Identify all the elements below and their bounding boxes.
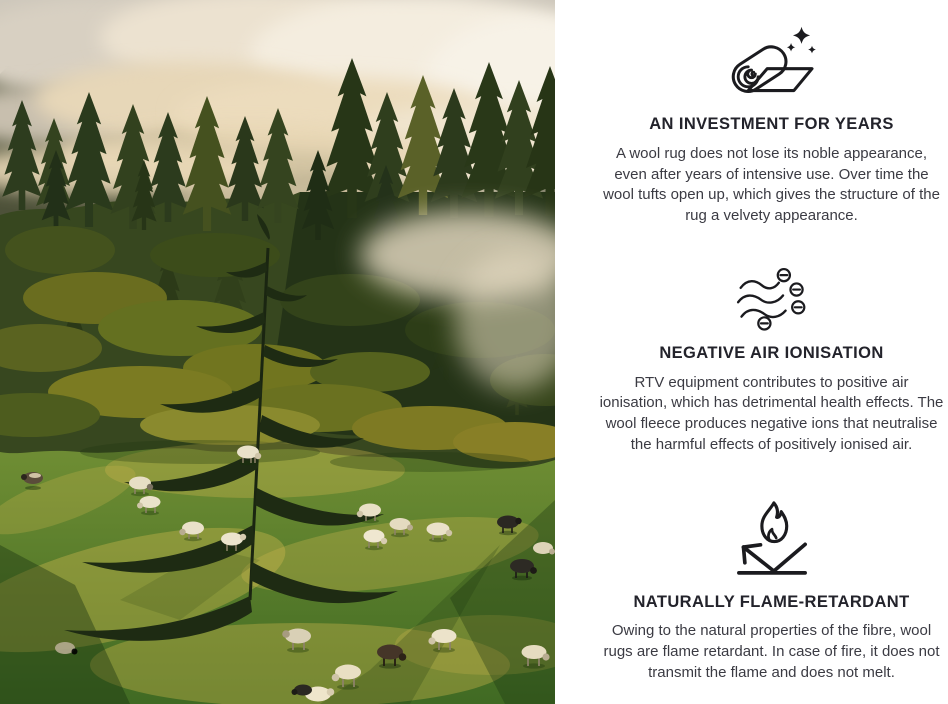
feature-panel <box>555 0 948 704</box>
feature-title: AN INVESTMENT FOR YEARS <box>649 115 894 133</box>
rug-roll-sparkle-icon <box>717 22 827 102</box>
feature-body: RTV equipment contributes to positive air ionisation, which has detrimental health effects. The wool fleece produces negative ions that neutralise the harmful effects of positively ionised air. <box>599 373 944 454</box>
feature-investment <box>599 22 944 227</box>
feature-flame <box>599 494 944 684</box>
feature-body: A wool rug does not lose its noble appearance, even after years of intensive use. Over time the wool tufts open up, which gives the structure of the rug a velvety appearance. <box>603 144 940 225</box>
flame-retardant-icon <box>726 494 818 580</box>
feature-body: Owing to the natural properties of the fibre, wool rugs are flame retardant. In case of fire, it does not transmit the flame and does not melt. <box>603 622 940 682</box>
feature-ionisation <box>599 265 944 456</box>
air-ionisation-icon <box>724 265 820 331</box>
feature-title: NEGATIVE AIR IONISATION <box>659 343 884 362</box>
feature-title: NATURALLY FLAME-RETARDANT <box>633 592 910 611</box>
